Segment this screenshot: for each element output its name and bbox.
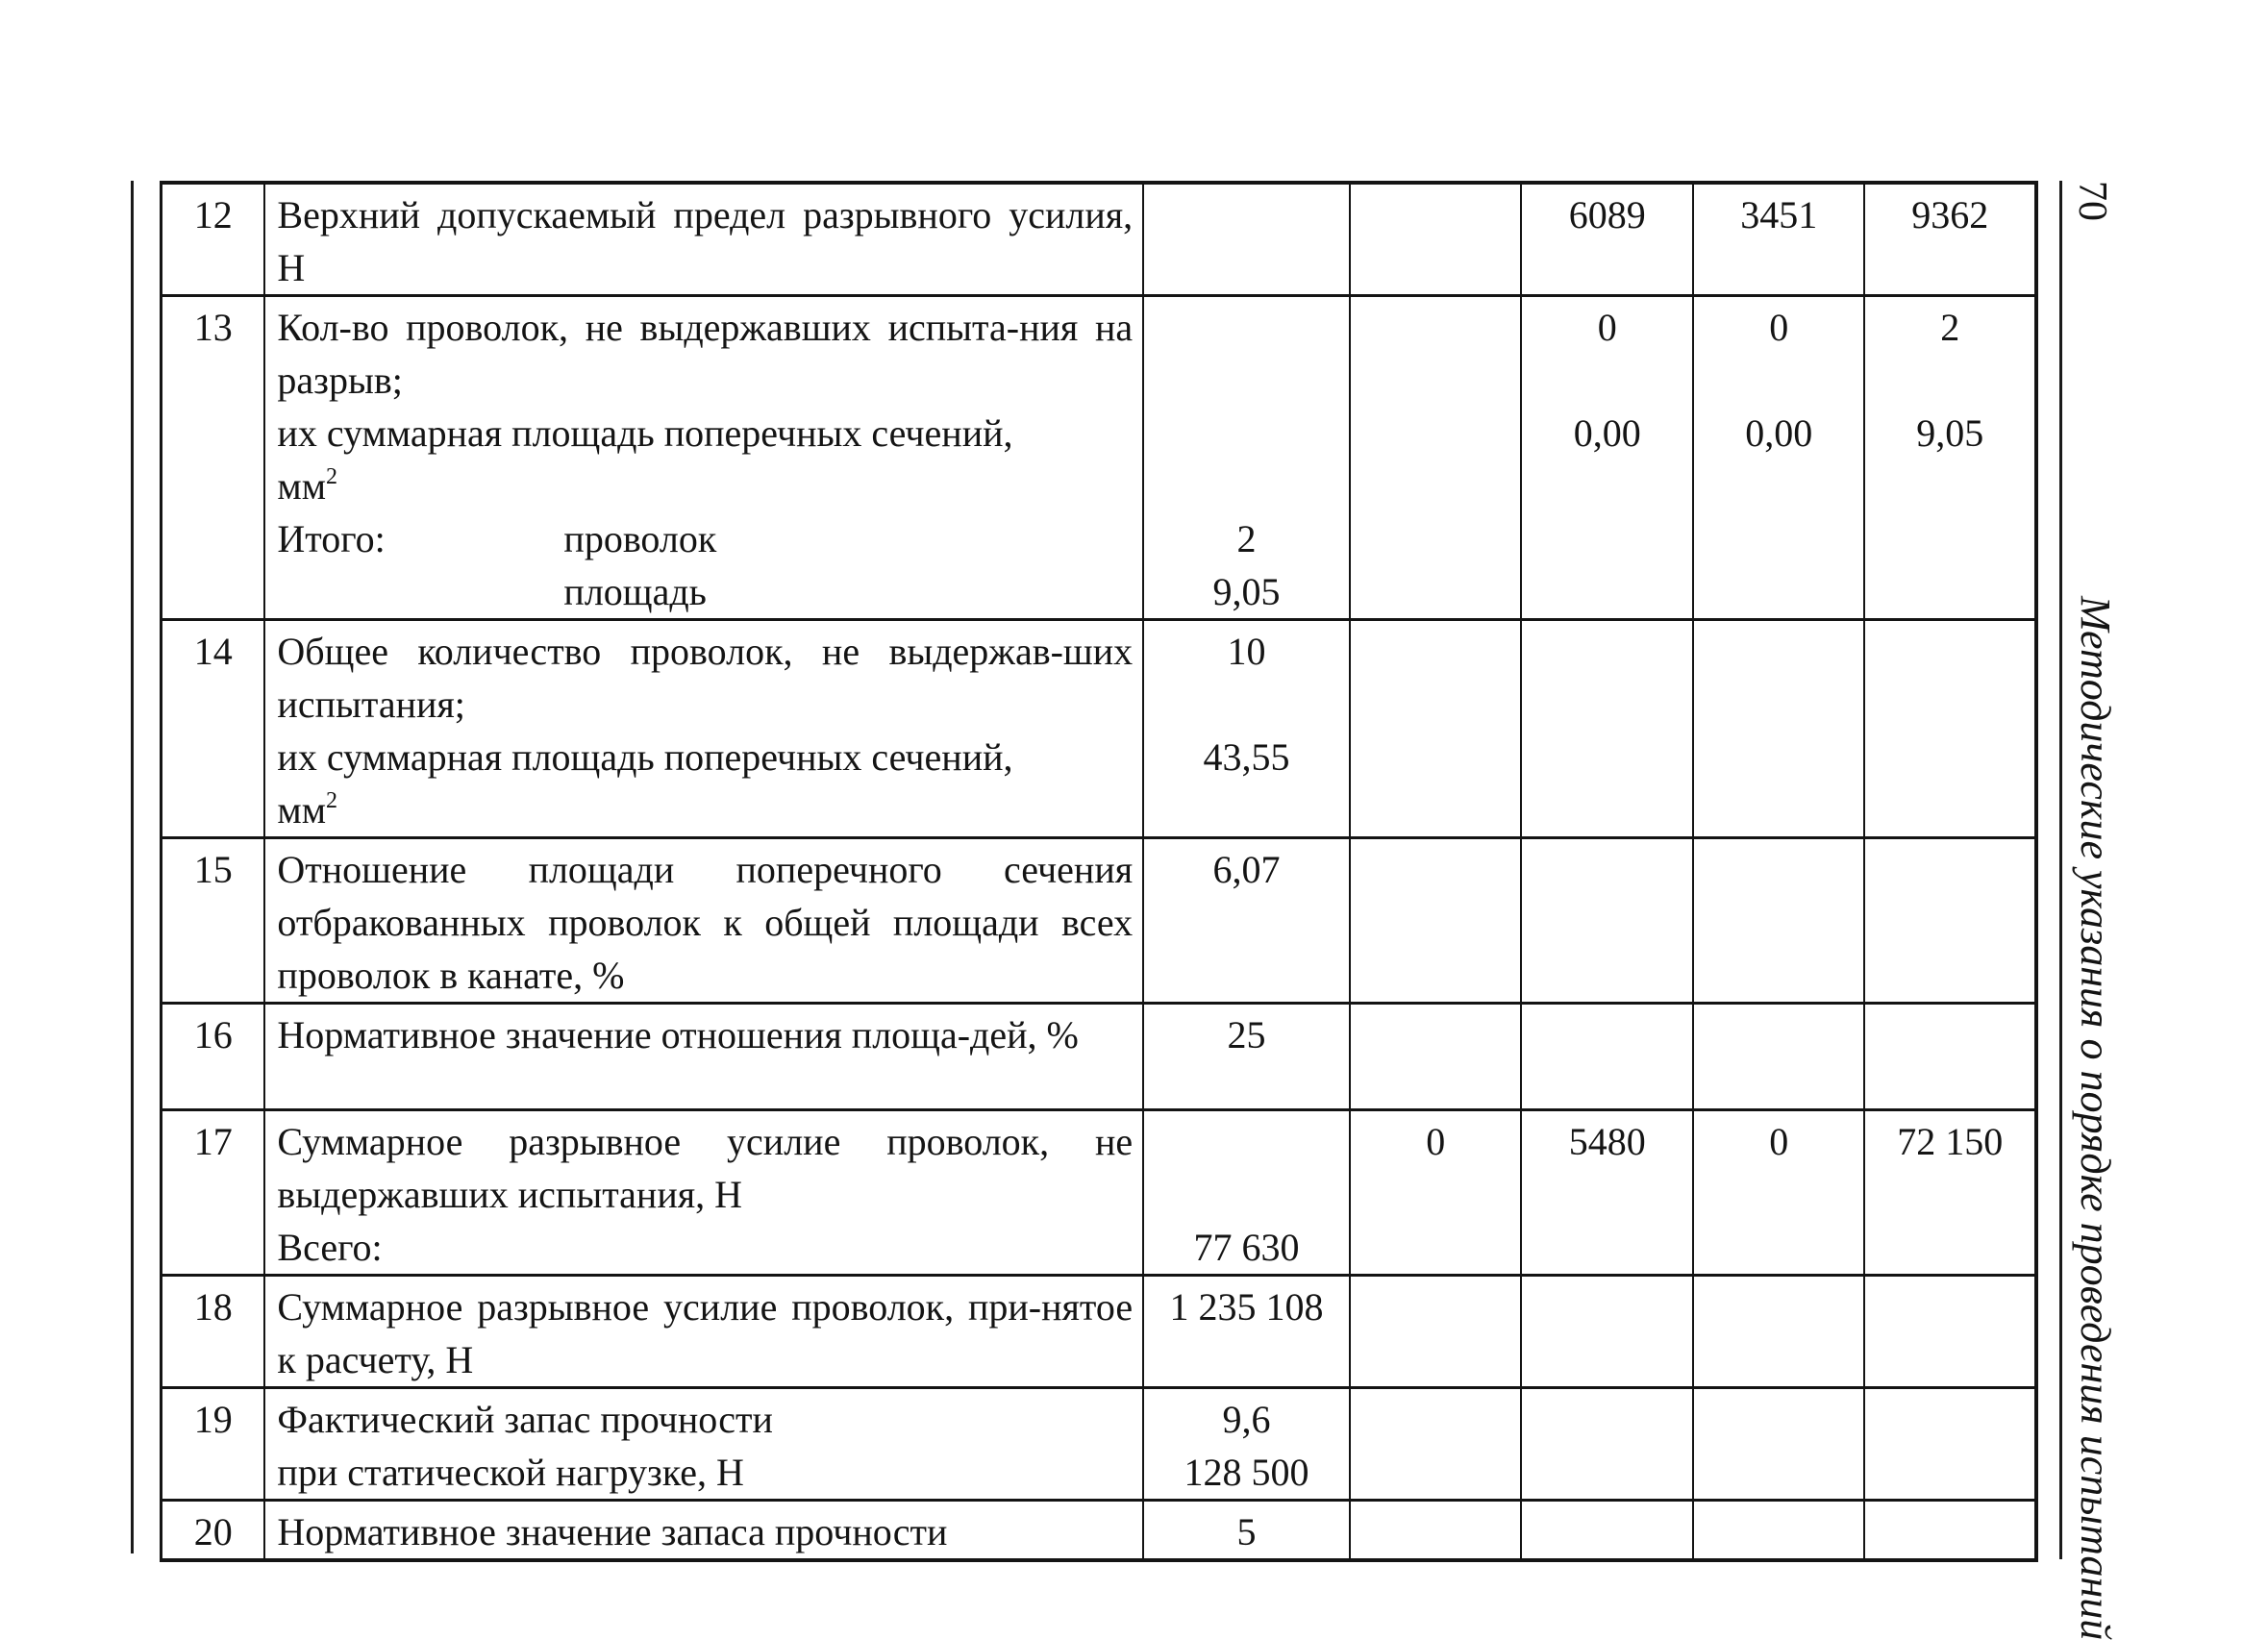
cell-col6	[1693, 620, 1865, 838]
table-row-17	[162, 1110, 2037, 1276]
cell-col7	[1864, 838, 2036, 1004]
row-description	[264, 1388, 1143, 1501]
description-part-b	[277, 407, 1133, 512]
cell-total: 6,07	[1143, 838, 1350, 1004]
total-wires: 2	[1236, 517, 1257, 560]
cell-col4	[1350, 296, 1522, 620]
row-number: 15	[162, 838, 265, 1004]
cell-col5	[1521, 296, 1693, 620]
cell-col5: 6089	[1521, 183, 1693, 296]
row-number: 13	[162, 296, 265, 620]
cell-col4	[1350, 1501, 1522, 1561]
itogo-wires-label: проволок	[563, 517, 717, 560]
table-row-14	[162, 620, 2037, 838]
value-area: 0,00	[1745, 411, 1813, 455]
row-description: Нормативное значение запаса прочности	[264, 1501, 1143, 1561]
unit-superscript: 2	[326, 788, 338, 813]
total-value: 77 630	[1193, 1226, 1300, 1269]
description-part-b: при статической нагрузке, Н	[277, 1451, 744, 1494]
cell-col5: 5480	[1521, 1110, 1693, 1276]
cell-col4	[1350, 620, 1522, 838]
row-description: Суммарное разрывное усилие проволок, при-нятое к расчету, Н	[264, 1276, 1143, 1388]
page-number-text: 70	[2070, 181, 2114, 221]
cell-total: 1 235 108	[1143, 1276, 1350, 1388]
cell-col7	[1864, 1388, 2036, 1501]
row-number: 16	[162, 1004, 265, 1110]
value-area: 43,55	[1203, 735, 1290, 779]
cell-total	[1143, 183, 1350, 296]
value-area: 9,05	[1916, 411, 1984, 455]
cell-col5	[1521, 1388, 1693, 1501]
cell-col4	[1350, 1276, 1522, 1388]
cell-total	[1143, 1388, 1350, 1501]
description-part-a: Фактический запас прочности	[277, 1398, 773, 1441]
cell-col4	[1350, 838, 1522, 1004]
cell-col6	[1693, 1501, 1865, 1561]
cell-col4	[1350, 183, 1522, 296]
cell-total	[1143, 620, 1350, 838]
table-row-19	[162, 1388, 2037, 1501]
unit-superscript: 2	[326, 464, 338, 489]
row-number: 17	[162, 1110, 265, 1276]
cell-col6	[1693, 1388, 1865, 1501]
table-row-12	[162, 183, 2037, 296]
cell-col6: 0	[1693, 1110, 1865, 1276]
cell-col5	[1521, 838, 1693, 1004]
cell-col5	[1521, 1004, 1693, 1110]
row-description: Нормативное значение отношения площа-дей, %	[264, 1004, 1143, 1110]
itogo-label: Итого:	[277, 517, 386, 560]
cell-col7	[1864, 1004, 2036, 1110]
description-part-a: Кол-во проволок, не выдержавших испыта-ния на разрыв;	[277, 306, 1134, 402]
description-part-a: Общее количество проволок, не выдержав-ших испытания;	[277, 630, 1134, 726]
cell-total	[1143, 1110, 1350, 1276]
row-number: 19	[162, 1388, 265, 1501]
running-title: Методические указания о порядке проведения испытаний	[2072, 596, 2119, 1640]
total-area: 9,05	[1212, 570, 1281, 613]
cell-col7	[1864, 296, 2036, 620]
value-b: 128 500	[1184, 1451, 1309, 1494]
description-text: их суммарная площадь поперечных сечений,	[277, 735, 1013, 779]
table-row-20	[162, 1501, 2037, 1561]
row-description: Отношение площади поперечного сечения отбракованных проволок к общей площади всех проволок в канате, %	[264, 838, 1143, 1004]
row-description	[264, 1110, 1143, 1276]
value-count: 0	[1769, 306, 1789, 349]
table-row-15	[162, 838, 2037, 1004]
page-left-rule	[131, 181, 134, 1553]
cell-col5	[1521, 1276, 1693, 1388]
cell-col4	[1350, 1004, 1522, 1110]
description-text: Суммарное разрывное усилие проволок, не выдержавших испытания, Н	[277, 1120, 1134, 1216]
cell-total: 5	[1143, 1501, 1350, 1561]
row-number: 18	[162, 1276, 265, 1388]
itogo-area-label: площадь	[563, 570, 707, 613]
cell-col6	[1693, 1276, 1865, 1388]
cell-col7	[1864, 620, 2036, 838]
value-count: 2	[1940, 306, 1960, 349]
cell-total: 25	[1143, 1004, 1350, 1110]
cell-col7	[1864, 1501, 2036, 1561]
description-part-b	[277, 731, 1133, 836]
table-row-16	[162, 1004, 2037, 1110]
row-description	[264, 620, 1143, 838]
total-label: Всего:	[277, 1226, 383, 1269]
cell-col4: 0	[1350, 1110, 1522, 1276]
row-description: Верхний допускаемый предел разрывного усилия, Н	[264, 183, 1143, 296]
row-number: 20	[162, 1501, 265, 1561]
cell-col7: 72 150	[1864, 1110, 2036, 1276]
value-area: 0,00	[1573, 411, 1641, 455]
cell-col5	[1521, 1501, 1693, 1561]
results-table	[160, 181, 2038, 1562]
value-count: 0	[1597, 306, 1617, 349]
row-number: 14	[162, 620, 265, 838]
table-row-18	[162, 1276, 2037, 1388]
page-right-rule	[2059, 181, 2062, 1559]
value-count: 10	[1227, 630, 1266, 673]
row-number: 12	[162, 183, 265, 296]
cell-col4	[1350, 1388, 1522, 1501]
cell-col7: 9362	[1864, 183, 2036, 296]
description-text: их суммарная площадь поперечных сечений,	[277, 411, 1013, 455]
cell-col7	[1864, 1276, 2036, 1388]
unit-text: мм	[277, 788, 327, 832]
cell-col5	[1521, 620, 1693, 838]
value-a: 9,6	[1222, 1398, 1271, 1441]
row-description	[264, 296, 1143, 620]
cell-col6: 3451	[1693, 183, 1865, 296]
itogo-line	[277, 512, 1133, 565]
cell-col6	[1693, 1004, 1865, 1110]
page-number	[2065, 181, 2142, 238]
table-row-13	[162, 296, 2037, 620]
cell-col6	[1693, 838, 1865, 1004]
unit-text: мм	[277, 464, 327, 508]
cell-total	[1143, 296, 1350, 620]
cell-col6	[1693, 296, 1865, 620]
